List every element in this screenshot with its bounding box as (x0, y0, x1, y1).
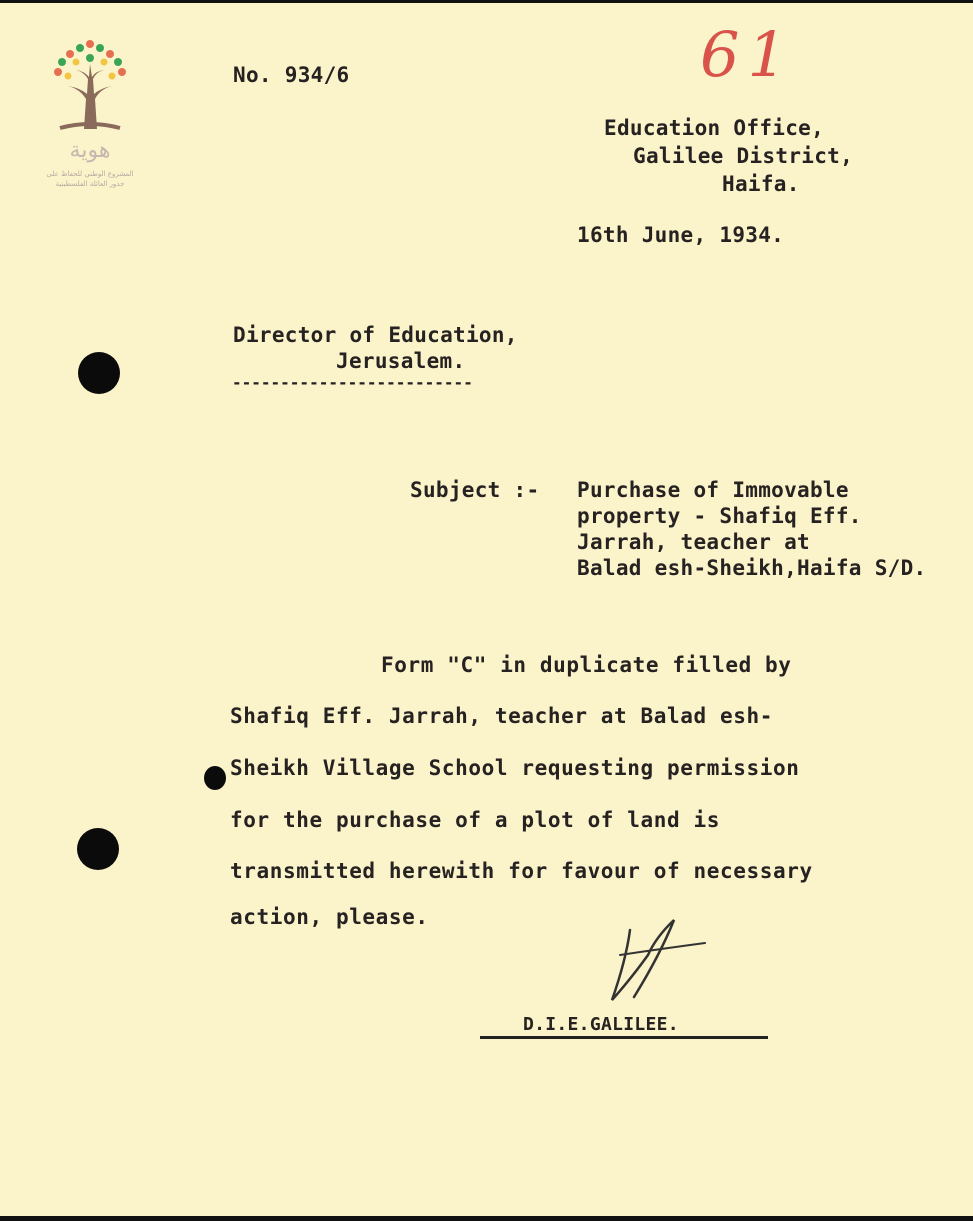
reference-number: No. 934/6 (233, 63, 350, 87)
body-line-3: Sheikh Village School requesting permission (230, 756, 800, 780)
subject-label: Subject :- (410, 478, 540, 502)
letter-date: 16th June, 1934. (577, 223, 785, 247)
scan-border-bottom (0, 1216, 973, 1221)
body-line-1: Form "C" in duplicate filled by (381, 653, 792, 677)
signature-underline (480, 1036, 768, 1039)
body-line-5: transmitted herewith for favour of necessary (230, 859, 813, 883)
scan-border-top (0, 0, 973, 3)
punch-hole-top (78, 352, 120, 394)
family-tree-logo (40, 34, 140, 194)
punch-hole-bottom (77, 828, 119, 870)
family-tree-logo-icon (40, 34, 140, 134)
body-line-2: Shafiq Eff. Jarrah, teacher at Balad esh- (230, 704, 773, 728)
recipient-line1: Director of Education, (233, 323, 518, 347)
subject-line1: Purchase of Immovable (577, 478, 849, 502)
sender-line3: Haifa. (722, 172, 800, 196)
sender-line2: Galilee District, (633, 144, 854, 168)
handwritten-signature (590, 915, 720, 1010)
subject-line2: property - Shafiq Eff. (577, 504, 862, 528)
subject-line4: Balad esh-Sheikh,Haifa S/D. (577, 556, 927, 580)
subject-line3: Jarrah, teacher at (577, 530, 810, 554)
recipient-line2: Jerusalem. (336, 349, 466, 373)
punch-hole-middle (204, 766, 226, 790)
signature-block: D.I.E.GALILEE. (523, 1014, 679, 1035)
body-line-6: action, please. (230, 905, 429, 929)
recipient-underline: ------------------------- (232, 373, 473, 392)
logo-arabic-name: هوية (69, 138, 111, 163)
body-line-4: for the purchase of a plot of land is (230, 808, 720, 832)
logo-caption-line1: المشروع الوطني للحفاظ على (46, 170, 134, 178)
logo-caption-line2: جذور العائلة الفلسطينية (55, 180, 125, 188)
handwritten-page-number: 61 (700, 18, 795, 91)
sender-line1: Education Office, (604, 116, 825, 140)
